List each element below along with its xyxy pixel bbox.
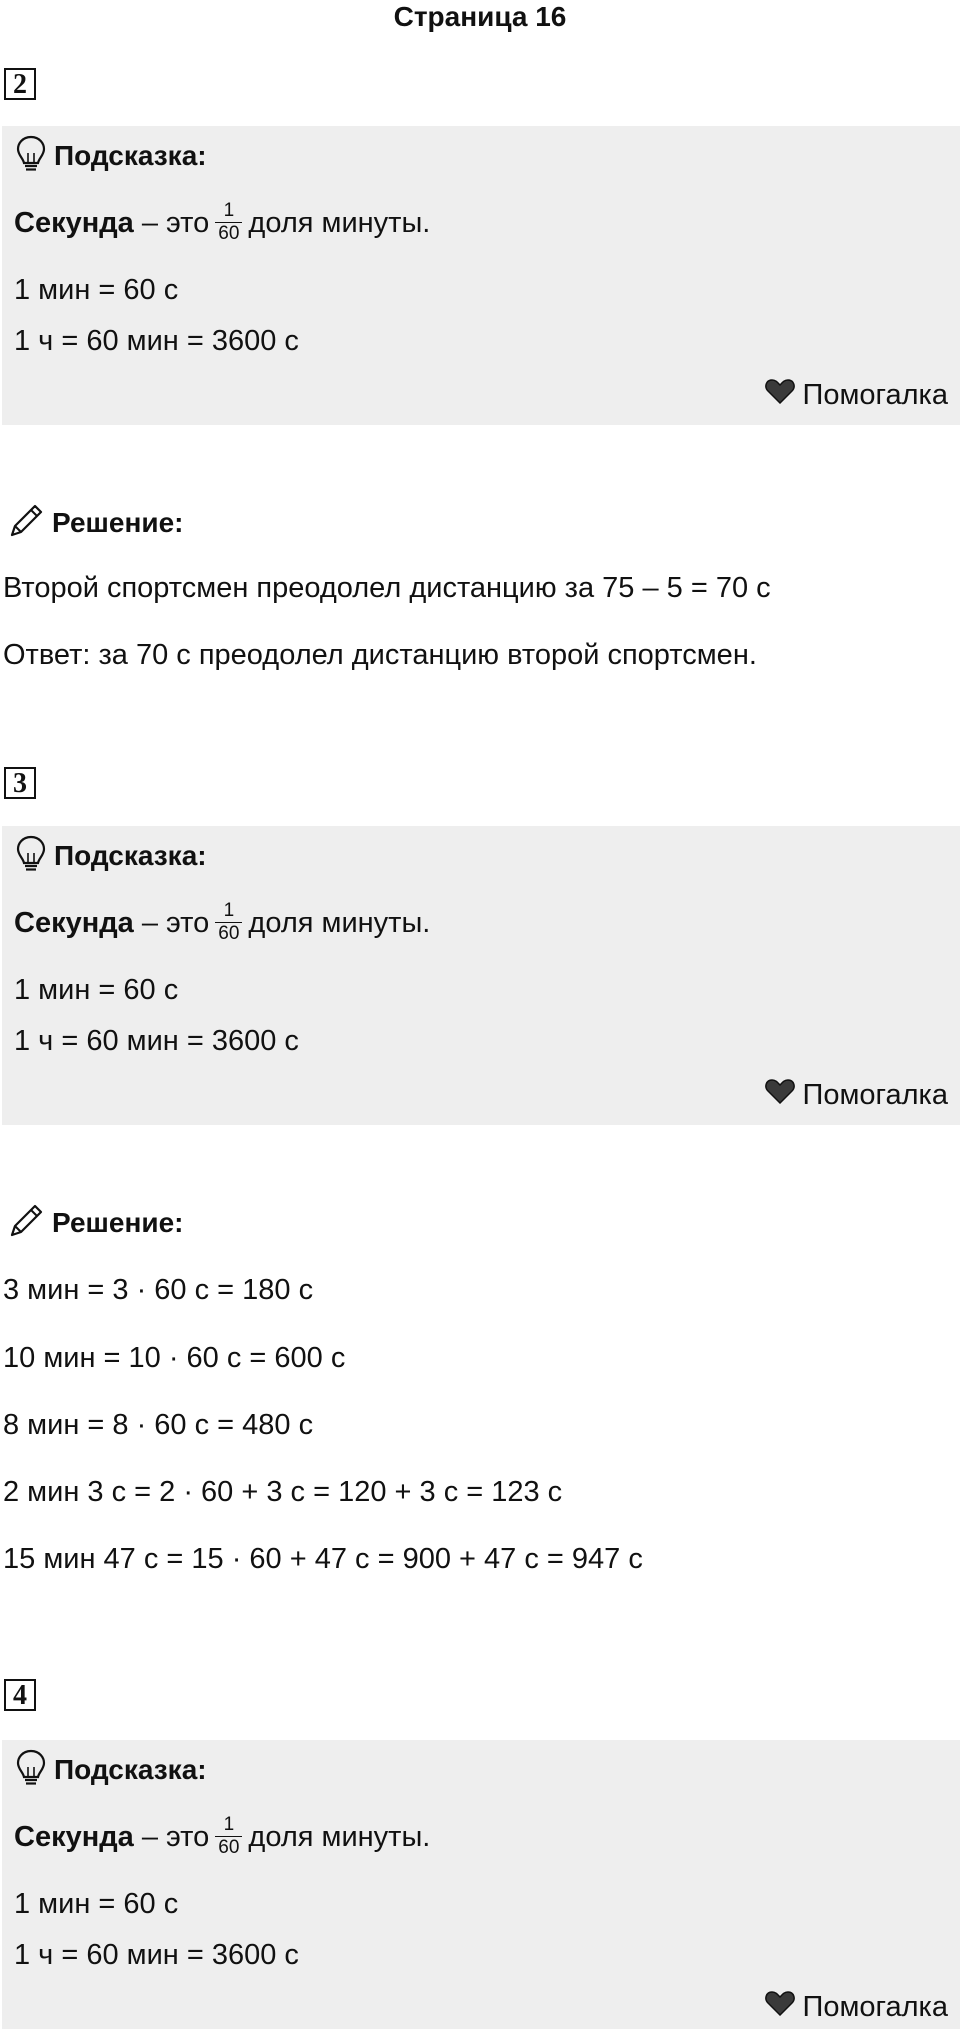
- fraction-numerator: 1: [215, 900, 242, 923]
- page-title: Страница 16: [393, 1, 567, 32]
- pencil-icon: [6, 1201, 46, 1246]
- helper-label: Помогалка: [802, 1990, 948, 2023]
- hint-line-min: 1 мин = 60 с: [14, 274, 179, 306]
- fraction-denominator: 60: [218, 923, 240, 944]
- fraction-numerator: 1: [215, 200, 242, 223]
- hint-header: [16, 1750, 207, 1790]
- solution-line: Второй спортсмен преодолел дистанцию за 75 – 5 = 70 с: [3, 572, 771, 604]
- hint-line-hour: 1 ч = 60 мин = 3600 с: [14, 1939, 299, 1971]
- solution-line: 10 мин = 10 · 60 с = 600 с: [3, 1342, 346, 1374]
- hint-term: Секунда: [14, 207, 134, 240]
- helper-link[interactable]: [765, 378, 948, 412]
- solution-line: 8 мин = 8 · 60 с = 480 с: [3, 1409, 314, 1441]
- solution-line: Ответ: за 70 с преодолел дистанцию второй спортсмен.: [3, 639, 757, 671]
- hint-line-hour: 1 ч = 60 мин = 3600 с: [14, 325, 299, 357]
- fraction-denominator: 60: [218, 1837, 240, 1858]
- hint-def-tail: доля минуты.: [248, 1821, 431, 1854]
- hint-definition: [14, 202, 430, 247]
- hint-term: Секунда: [14, 1821, 134, 1854]
- fraction-numerator: 1: [215, 1814, 242, 1837]
- helper-label: Помогалка: [802, 378, 948, 411]
- hint-line-hour: 1 ч = 60 мин = 3600 с: [14, 1025, 299, 1057]
- helper-link[interactable]: [765, 1078, 948, 1112]
- heart-icon: [765, 1990, 803, 2024]
- solution-line: 15 мин 47 с = 15 · 60 + 47 с = 900 + 47 с = 947 с: [3, 1543, 643, 1575]
- hint-def-mid: – это: [133, 1821, 210, 1854]
- lightbulb-icon: [16, 135, 46, 178]
- hint-header: [16, 136, 207, 176]
- hint-def-tail: доля минуты.: [248, 907, 431, 940]
- helper-link[interactable]: [765, 1990, 948, 2024]
- hint-definition: [14, 1816, 430, 1861]
- hint-title: Подсказка:: [54, 840, 207, 871]
- task-number: 4: [4, 1679, 36, 1711]
- solution-title: Решение:: [52, 1207, 184, 1238]
- fraction-denominator: 60: [218, 223, 240, 244]
- solution-header: [6, 1202, 183, 1244]
- hint-line-min: 1 мин = 60 с: [14, 974, 179, 1006]
- hint-box: [2, 1740, 960, 2029]
- helper-label: Помогалка: [802, 1078, 948, 1111]
- heart-icon: [765, 1078, 803, 1112]
- hint-def-mid: – это: [133, 207, 210, 240]
- task-number: 3: [4, 767, 36, 799]
- hint-box: [2, 826, 960, 1125]
- solution-title: Решение:: [52, 507, 184, 538]
- hint-title: Подсказка:: [54, 1754, 207, 1785]
- lightbulb-icon: [16, 1749, 46, 1792]
- hint-def-mid: – это: [133, 907, 210, 940]
- fraction: [215, 200, 242, 245]
- hint-term: Секунда: [14, 907, 134, 940]
- lightbulb-icon: [16, 835, 46, 878]
- hint-def-tail: доля минуты.: [248, 207, 431, 240]
- solution-header: [6, 502, 183, 544]
- fraction: [215, 1814, 242, 1859]
- pencil-icon: [6, 501, 46, 546]
- heart-icon: [765, 378, 803, 412]
- hint-line-min: 1 мин = 60 с: [14, 1888, 179, 1920]
- task-number: 2: [4, 68, 36, 100]
- hint-title: Подсказка:: [54, 140, 207, 171]
- solution-line: 2 мин 3 с = 2 · 60 + 3 с = 120 + 3 с = 123 с: [3, 1476, 563, 1508]
- fraction: [215, 900, 242, 945]
- hint-box: [2, 126, 960, 425]
- hint-definition: [14, 902, 430, 947]
- solution-line: 3 мин = 3 · 60 с = 180 с: [3, 1274, 314, 1306]
- hint-header: [16, 836, 207, 876]
